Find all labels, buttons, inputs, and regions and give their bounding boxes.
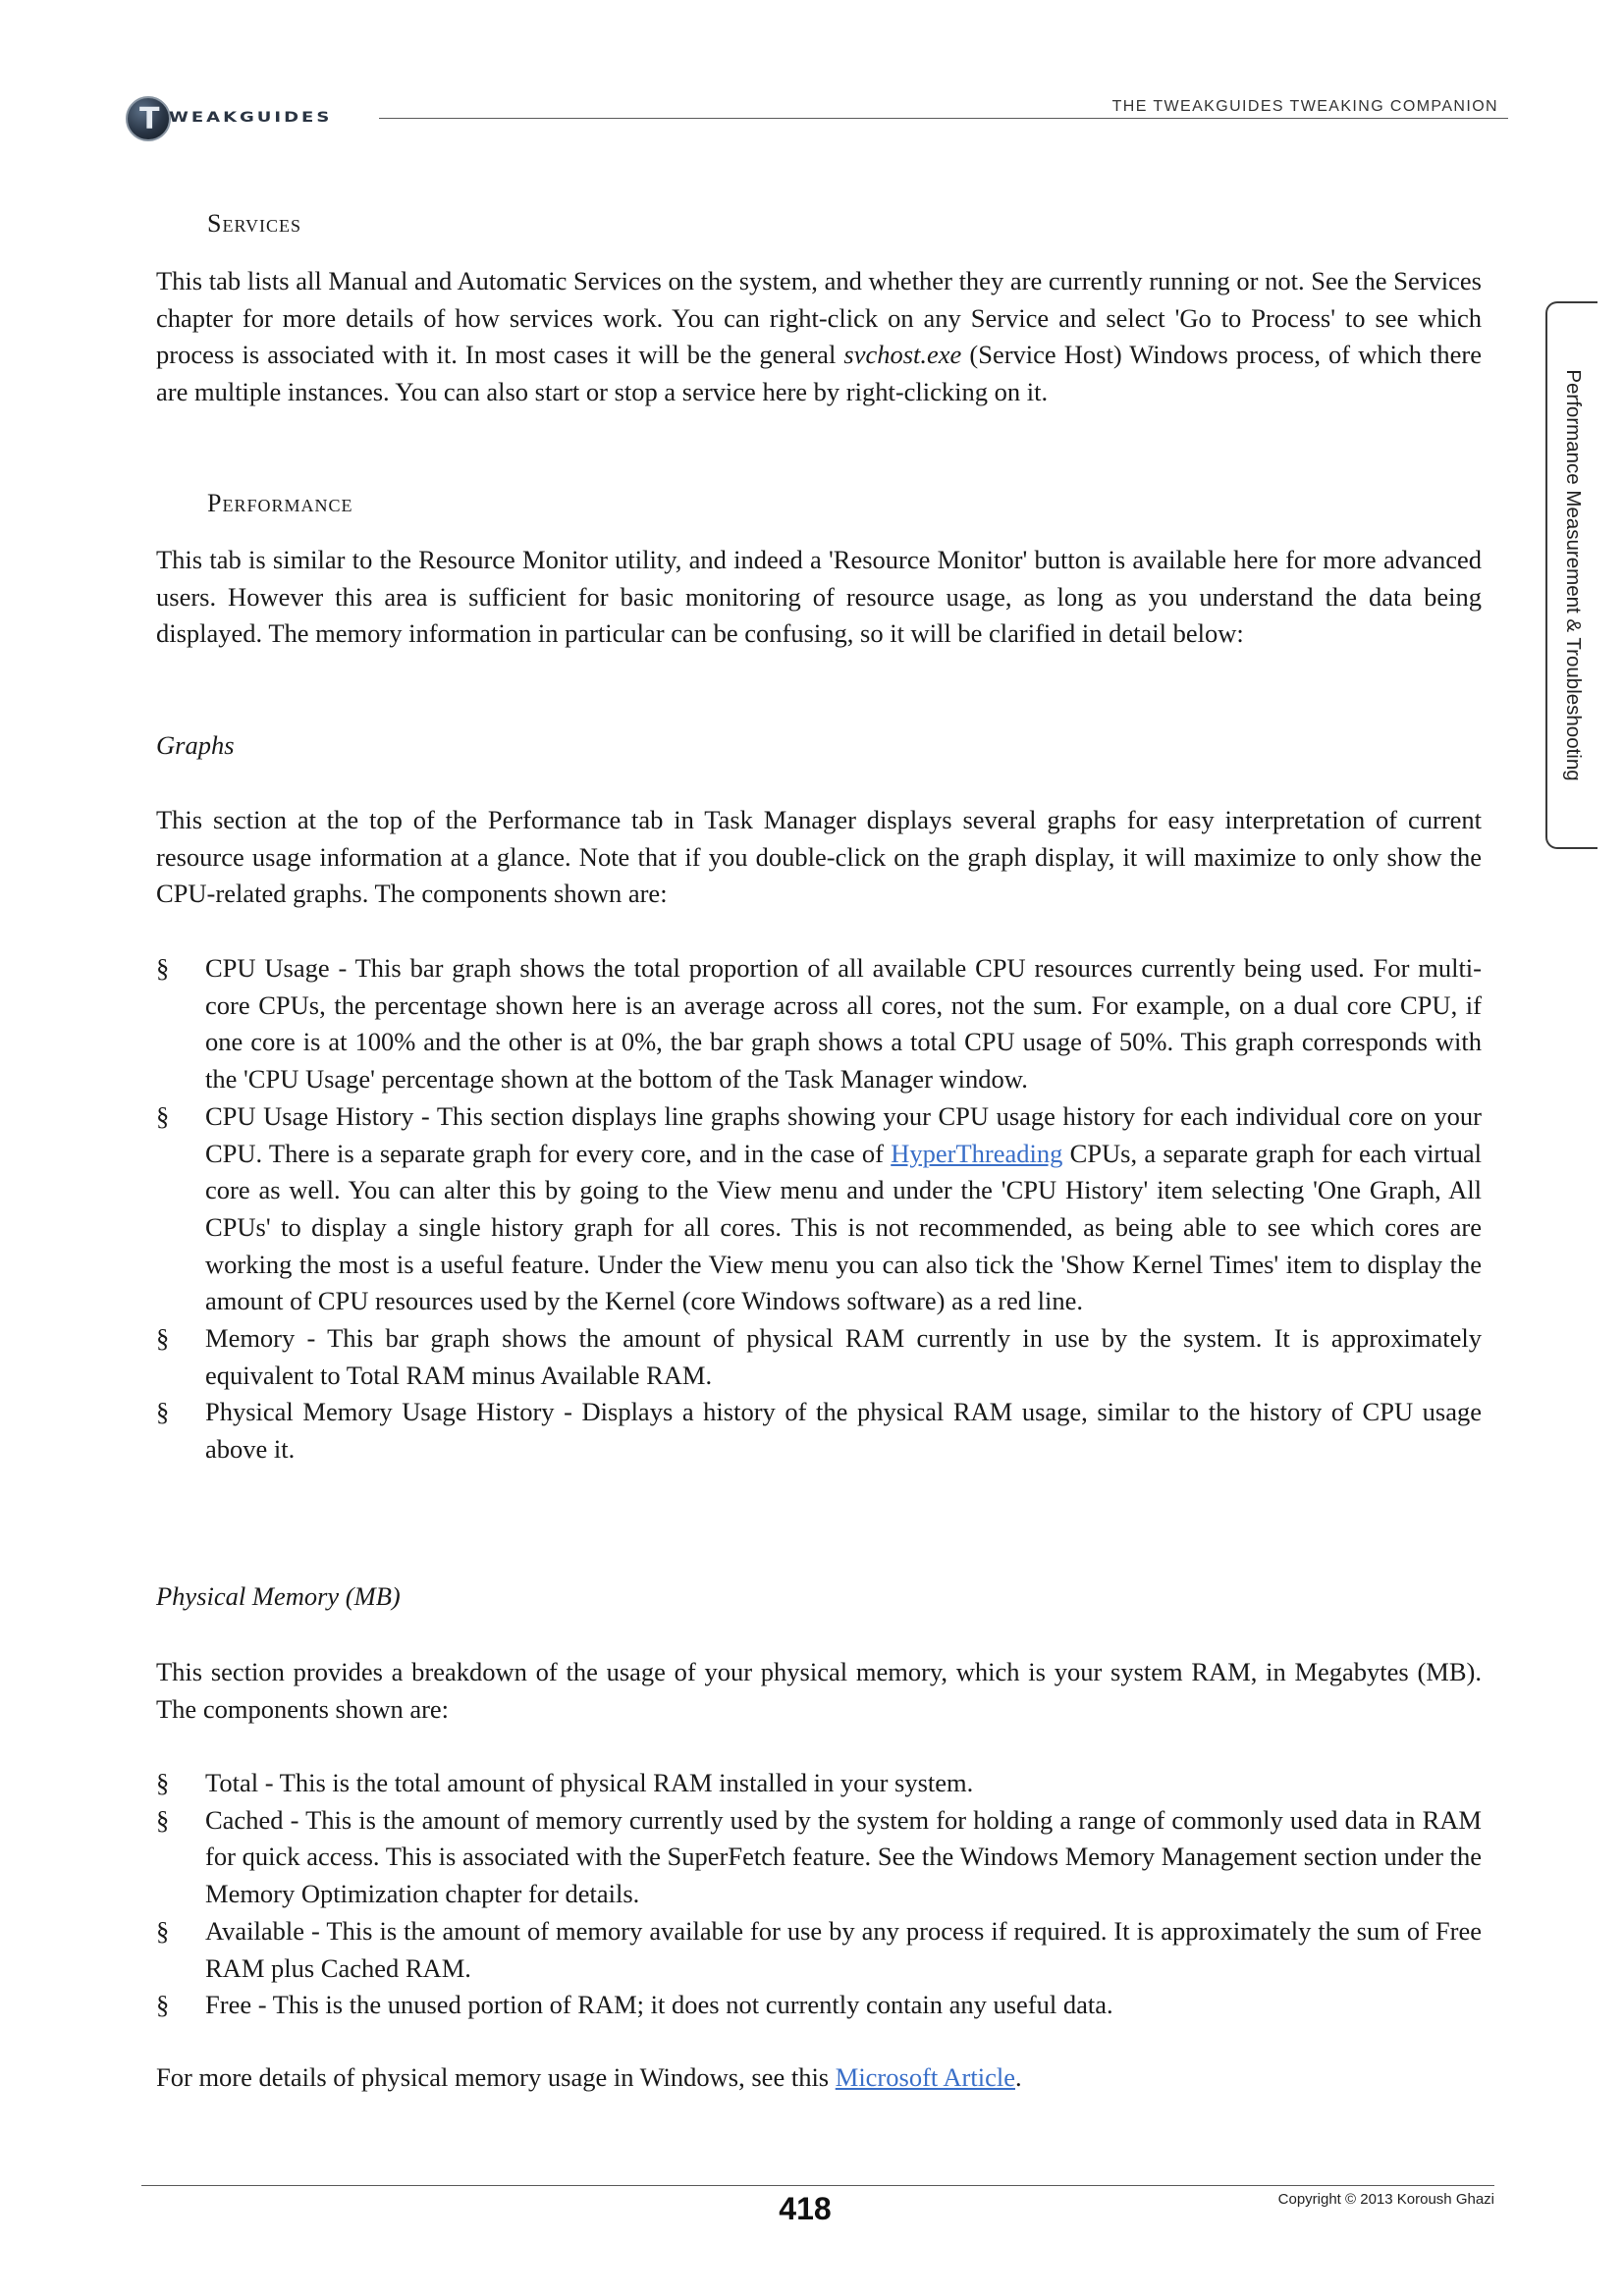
logo-text: WEAKGUIDES [169,109,333,126]
page-number: 418 [779,2191,832,2226]
copyright-notice: Copyright © 2013 Koroush Ghazi [1277,2191,1494,2208]
footer-divider [141,2185,1494,2186]
closing-paragraph [156,2059,1482,2097]
performance-paragraph [156,542,1482,653]
list-item [156,1098,1482,1320]
header-divider [379,118,1508,119]
section-bullet: § [156,1323,170,1354]
cpu-history-text-a: CPU Usage History - This section displays line graphs showing your CPU usage history for each individual core on your CPU. There is a separate graph for every core, and in the case of [205,1100,1482,1168]
available-text: Available - This is the amount of memory available for use by any process if required. It is approximately the sum of Free RAM plus Cached RAM. [205,1915,1482,1983]
list-item [156,1802,1482,1913]
section-bullet: § [156,1915,170,1946]
free-text: Free - This is the unused portion of RAM; it does not currently contain any useful data. [205,1990,1113,2020]
cpu-usage-text: CPU Usage - This bar graph shows the total proportion of all available CPU resources currently being used. For multi-core CPUs, the percentage shown here is an average across all cores, not the sum. For example, on a dual core CPU, if one core is at 100% and the other is at 0%, the bar graph shows a total CPU usage of 50%. This graph corresponds with the 'CPU Usage' percentage shown at the bottom of the Task Manager window. [205,953,1482,1095]
list-item [156,1320,1482,1394]
total-text: Total - This is the total amount of physical RAM installed in your system. [205,1768,974,1797]
chapter-side-tab [1545,301,1597,849]
memory-text: Memory - This bar graph shows the amount of physical RAM currently in use by the system. It is approximately equivalent to Total RAM minus Available RAM. [205,1323,1482,1390]
services-heading: Services [207,209,302,238]
section-bullet: § [156,1768,170,1797]
list-item [156,950,1482,1098]
graphs-subheading: Graphs [156,730,235,760]
section-bullet: § [156,1804,170,1835]
section-bullet: § [156,1100,170,1131]
performance-text: This tab is similar to the Resource Monitor utility, and indeed a 'Resource Monitor' button is available here for more advanced users. However this area is sufficient for basic monitoring of resource usage, as long as you understand the data being displayed. The memory information in particular can be confusing, so it will be clarified in detail below: [156,545,1482,649]
physical-memory-intro-paragraph [156,1654,1482,1728]
running-header-title: THE TWEAKGUIDES TWEAKING COMPANION [1111,98,1498,115]
services-paragraph [156,263,1482,411]
svchost-emphasis: svchost.exe [843,340,962,370]
list-item [156,1765,1482,1802]
section-bullet: § [156,953,170,983]
graphs-intro-paragraph [156,802,1482,913]
physical-memory-subheading: Physical Memory (MB) [156,1581,401,1611]
cpu-history-text-b: CPUs, a separate graph for each virtual core as well. You can alter this by going to the View menu and under the 'CPU History' item selecting 'One Graph, All CPUs' to display a single history graph for all cores. This is not recommended, as being able to see which cores are working the most is a useful feature. Under the View menu you can also tick the 'Show Kernel Times' item to display the amount of CPU resources used by the Kernel (core Windows software) as a red line. [205,1138,1482,1316]
section-bullet: § [156,1397,170,1427]
services-text-a: This tab lists all Manual and Automatic Services on the system, and whether they are currently running or not. See the Services chapter for more details of how services work. You can right-click on any Service and select 'Go to Process' to see which process is associated with it. In most cases it will be the general [156,266,1482,370]
closing-text-b: . [1015,2062,1022,2092]
list-item [156,1913,1482,1987]
cached-text: Cached - This is the amount of memory currently used by the system for holding a range of commonly used data in RAM for quick access. This is associated with the SuperFetch feature. See the Windows Memory Management section under the Memory Optimization chapter for details. [205,1804,1482,1909]
tweakguides-logo [126,96,361,145]
performance-heading: Performance [207,489,353,517]
hyperthreading-link[interactable]: HyperThreading [891,1138,1063,1168]
closing-text-a: For more details of physical memory usage in Windows, see this [156,2062,836,2092]
list-item [156,1987,1482,2024]
chapter-side-tab-label: Performance Measurement & Troubleshooting [1561,369,1585,781]
section-bullet: § [156,1990,170,2020]
physical-memory-component-list [156,1765,1482,2024]
graphs-intro-text: This section at the top of the Performance tab in Task Manager displays several graphs for easy interpretation of current resource usage information at a glance. Note that if you double-click on the graph display, it will maximize to only show the CPU-related graphs. The components shown are: [156,805,1482,909]
logo-ball-icon [126,96,171,141]
logo-letter: T [139,102,160,136]
services-text-b: (Service Host) Windows process, of which there are multiple instances. You can also start or stop a service here by right-clicking on it. [156,340,1482,407]
physical-history-text: Physical Memory Usage History - Displays a history of the physical RAM usage, similar to the history of CPU usage above it. [205,1397,1482,1465]
microsoft-article-link[interactable]: Microsoft Article [835,2062,1015,2092]
physical-memory-intro-text: This section provides a breakdown of the usage of your physical memory, which is your system RAM, in Megabytes (MB). The components shown are: [156,1657,1482,1724]
graphs-component-list [156,950,1482,1468]
list-item [156,1394,1482,1468]
